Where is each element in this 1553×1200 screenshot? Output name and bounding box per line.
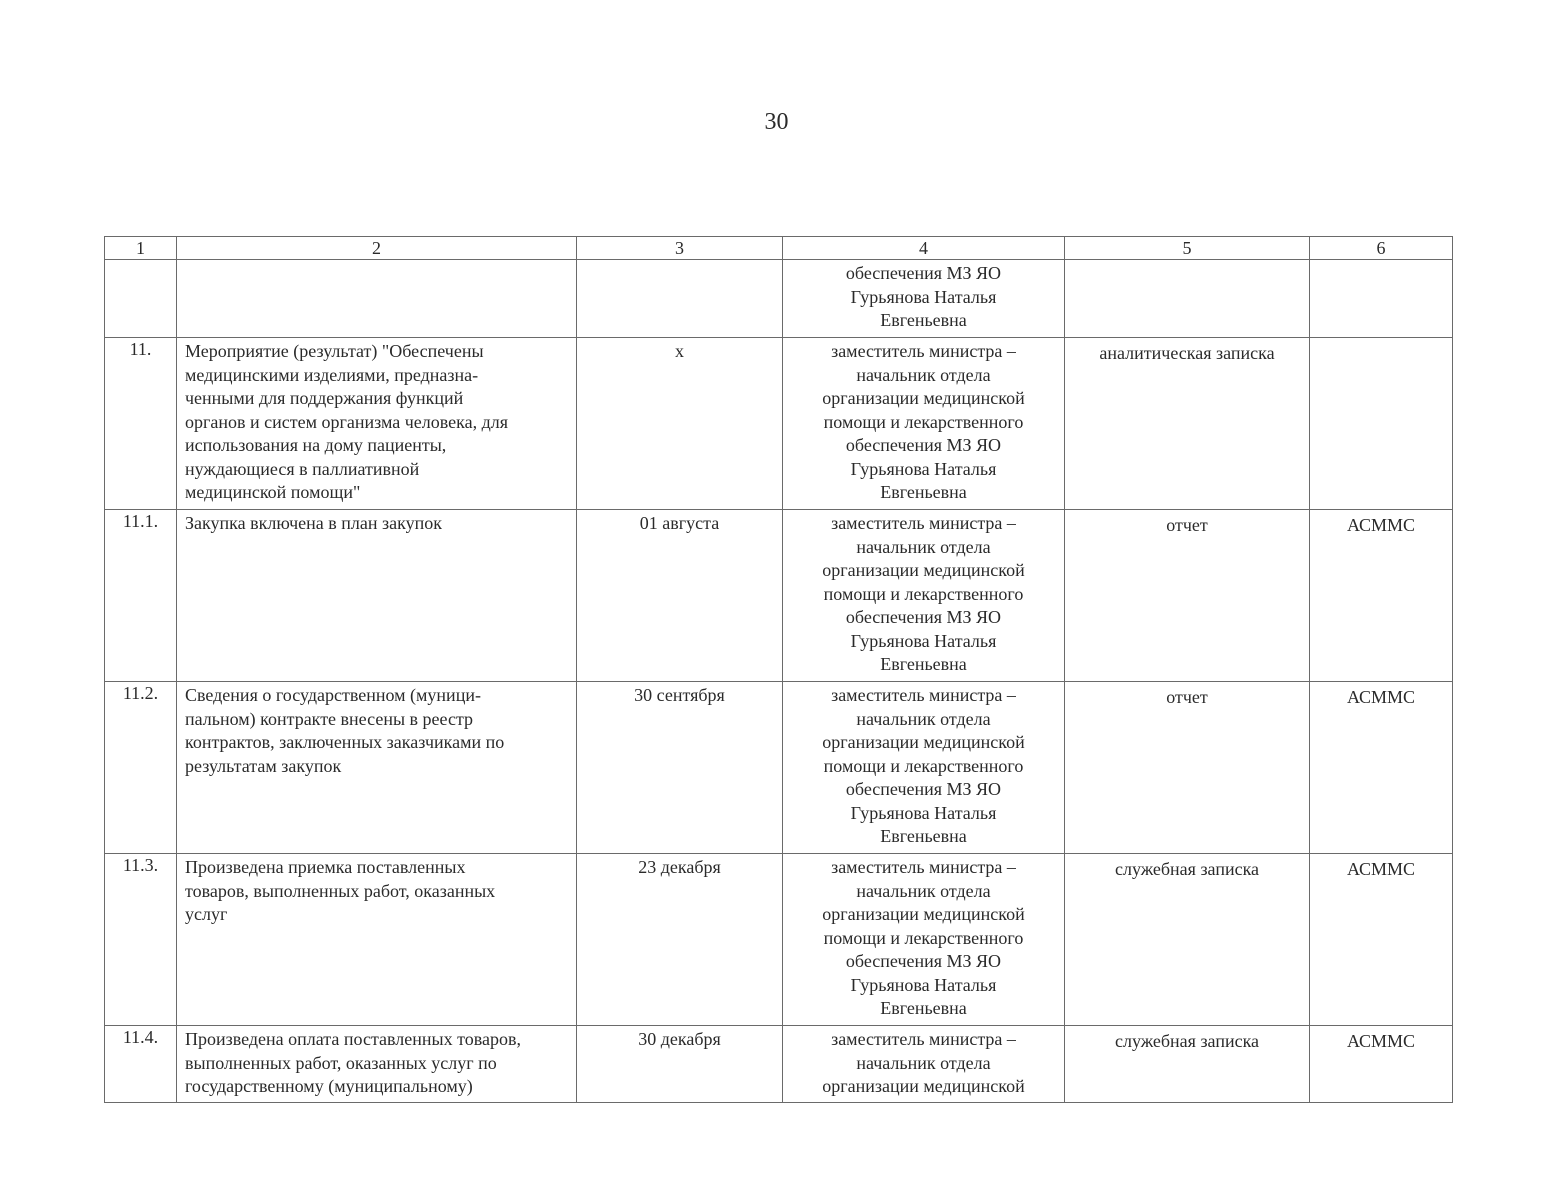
column-number: 6 (1310, 237, 1453, 260)
table-body (105, 237, 1453, 1103)
row-number: 11.2. (122, 683, 159, 703)
responsible-person: заместитель министра – начальник отдела организации медицинской помощи и лекарственного обеспечения МЗ ЯО Гурьянова Наталья Евгеньевна (822, 341, 1025, 502)
measure-description-cell (177, 338, 577, 510)
information-system-cell (1310, 1026, 1453, 1103)
table-row (105, 510, 1453, 682)
responsible-person-cell (783, 682, 1065, 854)
confirming-document-cell (1065, 260, 1310, 338)
confirming-document: служебная записка (1114, 1031, 1260, 1051)
information-system-cell (1310, 260, 1453, 338)
row-number-cell (105, 1026, 177, 1103)
table-row (105, 338, 1453, 510)
measure-description-cell (177, 682, 577, 854)
information-system-cell (1310, 510, 1453, 682)
column-number: 3 (577, 237, 783, 260)
information-system-cell (1310, 338, 1453, 510)
row-number-cell (105, 854, 177, 1026)
deadline-date-cell (577, 510, 783, 682)
row-number-cell (105, 510, 177, 682)
measure-description: Закупка включена в план закупок (185, 513, 442, 533)
measure-description-cell (177, 510, 577, 682)
responsible-person: заместитель министра – начальник отдела организации медицинской (822, 1029, 1025, 1096)
column-number: 4 (783, 237, 1065, 260)
information-system-cell (1310, 682, 1453, 854)
table-row (105, 854, 1453, 1026)
column-number: 1 (105, 237, 177, 260)
measure-description: Мероприятие (результат) "Обеспечены медицинскими изделиями, предназна- ченными для поддержания функций органов и систем организма человека, для использования на дому пациенты, нуждающиеся в паллиативной медицинской помощи" (185, 341, 509, 502)
page-number: 30 (764, 109, 789, 135)
measure-description-cell (177, 260, 577, 338)
column-number-row (105, 237, 1453, 260)
deadline-date-cell (577, 1026, 783, 1103)
row-number: 11.1. (122, 511, 159, 531)
information-system: АСММС (1346, 687, 1416, 707)
column-number: 2 (177, 237, 577, 260)
deadline-date: 30 сентября (634, 685, 725, 705)
confirming-document-cell (1065, 682, 1310, 854)
confirming-document-cell (1065, 510, 1310, 682)
deadline-date-cell (577, 854, 783, 1026)
responsible-person-cell (783, 1026, 1065, 1103)
information-system: АСММС (1346, 1031, 1416, 1051)
confirming-document: отчет (1166, 515, 1208, 535)
confirming-document-cell (1065, 1026, 1310, 1103)
responsible-person-cell (783, 260, 1065, 338)
information-system: АСММС (1346, 515, 1416, 535)
confirming-document: отчет (1166, 687, 1208, 707)
confirming-document-cell (1065, 854, 1310, 1026)
row-number-cell (105, 338, 177, 510)
responsible-person: заместитель министра – начальник отдела организации медицинской помощи и лекарственного обеспечения МЗ ЯО Гурьянова Наталья Евгеньевна (822, 857, 1025, 1018)
measure-description: Сведения о государственном (муници- пальном) контракте внесены в реестр контрактов, заключенных заказчиками по результатам закупок (185, 685, 505, 776)
confirming-document-cell (1065, 338, 1310, 510)
row-number-cell (105, 682, 177, 854)
row-number-cell (105, 260, 177, 338)
deadline-date-cell (577, 260, 783, 338)
deadline-date: 30 декабря (638, 1029, 721, 1049)
deadline-date: 23 декабря (638, 857, 721, 877)
responsible-person-cell (783, 338, 1065, 510)
row-number: 11. (129, 339, 152, 359)
deadline-date: 01 августа (639, 513, 720, 533)
measure-description: Произведена приемка поставленных товаров, выполненных работ, оказанных услуг (185, 857, 496, 924)
row-number: 11.4. (122, 1027, 159, 1047)
responsible-person: заместитель министра – начальник отдела организации медицинской помощи и лекарственного обеспечения МЗ ЯО Гурьянова Наталья Евгеньевна (822, 513, 1025, 674)
row-number: 11.3. (122, 855, 159, 875)
measure-description-cell (177, 1026, 577, 1103)
measure-description-cell (177, 854, 577, 1026)
table-row (105, 682, 1453, 854)
deadline-date: x (675, 341, 684, 361)
confirming-document: служебная записка (1114, 859, 1260, 879)
measures-table (104, 236, 1453, 1103)
table-row (105, 260, 1453, 338)
responsible-person-cell (783, 854, 1065, 1026)
responsible-person-cell (783, 510, 1065, 682)
deadline-date-cell (577, 682, 783, 854)
deadline-date-cell (577, 338, 783, 510)
confirming-document: аналитическая записка (1099, 343, 1275, 363)
responsible-person: заместитель министра – начальник отдела организации медицинской помощи и лекарственного обеспечения МЗ ЯО Гурьянова Наталья Евгеньевна (822, 685, 1025, 846)
information-system: АСММС (1346, 859, 1416, 879)
column-number: 5 (1065, 237, 1310, 260)
information-system-cell (1310, 854, 1453, 1026)
responsible-person: обеспечения МЗ ЯО Гурьянова Наталья Евгеньевна (845, 263, 1002, 330)
measure-description: Произведена оплата поставленных товаров, выполненных работ, оказанных услуг по государственному (муниципальному) (185, 1029, 521, 1096)
table-row (105, 1026, 1453, 1103)
